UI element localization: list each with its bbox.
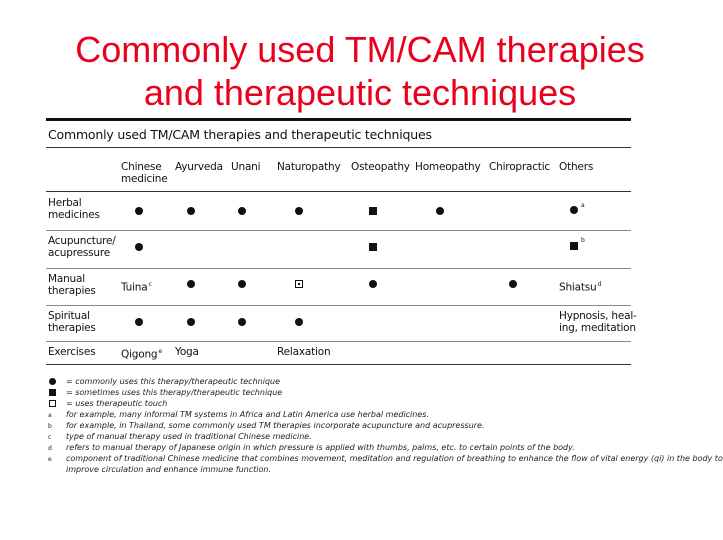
mark-manual-ayurveda-common <box>187 280 195 288</box>
row-label-herbal-line1: Herbal <box>48 197 82 209</box>
col-head-homeopathy: Homeopathy <box>415 161 481 173</box>
mark-acupuncture-osteopathy-sometimes <box>369 243 377 251</box>
row-rule-3 <box>46 305 631 306</box>
cell-exercises-naturopathy: Relaxation <box>277 346 331 358</box>
footnote-text-e-continued: improve circulation and enhance immune function. <box>66 465 271 474</box>
filled-square-icon <box>49 389 56 396</box>
legend-text-sometimes: = sometimes uses this therapy/therapeutic technique <box>66 388 283 397</box>
legend-item-touch <box>48 398 633 409</box>
row-label-herbal <box>48 197 100 221</box>
col-head-chinese-medicine <box>121 161 167 185</box>
footnote-key-a: a <box>48 412 52 419</box>
legend-text-common: = commonly uses this therapy/therapeutic technique <box>66 377 281 386</box>
row-label-spiritual-line2: therapies <box>48 322 96 334</box>
slide-title-line-2: and therapeutic techniques <box>143 72 577 113</box>
mark-herbal-chinese-common <box>135 207 143 215</box>
col-head-osteopathy: Osteopathy <box>351 161 410 173</box>
cell-manual-chinese <box>121 279 152 294</box>
header-rule <box>46 191 631 192</box>
mark-manual-osteopathy-common <box>369 280 377 288</box>
slide-title <box>0 28 720 114</box>
footnote-b <box>48 420 633 431</box>
col-head-chinese-line1: Chinese <box>121 161 162 173</box>
row-label-manual-line2: therapies <box>48 285 96 297</box>
footnote-text-c: type of manual therapy used in traditional Chinese medicine. <box>66 432 312 441</box>
col-head-ayurveda: Ayurveda <box>175 161 223 173</box>
mark-herbal-homeopathy-common <box>436 207 444 215</box>
legend <box>48 376 723 475</box>
note-ref-e: e <box>158 348 162 355</box>
row-label-herbal-line2: medicines <box>48 209 100 221</box>
footnote-e-continued <box>48 464 633 475</box>
cell-exercises-ayurveda: Yoga <box>175 346 199 358</box>
mark-spiritual-naturopathy-common <box>295 318 303 326</box>
row-rule-4 <box>46 341 631 342</box>
table-bottom-rule <box>46 364 631 365</box>
mark-herbal-osteopathy-sometimes <box>369 207 377 215</box>
mark-manual-naturopathy-touch <box>295 280 303 288</box>
footnote-text-e: component of traditional Chinese medicine that combines movement, meditation and regulation of breathing to enhance the flow of vital energy (qi) in the body to <box>66 454 723 463</box>
row-label-acupuncture <box>48 235 116 259</box>
footnote-text-a: for example, many informal TM systems in Africa and Latin America use herbal medicines. <box>66 410 429 419</box>
col-head-chiropractic: Chiropractic <box>489 161 551 173</box>
footnote-e <box>48 453 723 464</box>
note-ref-d: d <box>597 281 602 288</box>
mark-acupuncture-chinese-common <box>135 243 143 251</box>
note-ref-b: b <box>581 237 585 244</box>
row-label-exercises: Exercises <box>48 346 96 358</box>
row-label-spiritual-line1: Spiritual <box>48 310 90 322</box>
table-title-rule <box>46 147 631 148</box>
footnote-a <box>48 409 633 420</box>
footnote-key-b: b <box>48 423 52 430</box>
mark-spiritual-ayurveda-common <box>187 318 195 326</box>
mark-acupuncture-others-sometimes <box>570 242 578 250</box>
table-title: Commonly used TM/CAM therapies and therapeutic techniques <box>48 127 432 142</box>
mark-herbal-unani-common <box>238 207 246 215</box>
table-top-rule <box>46 118 631 121</box>
footnote-key-e: e <box>48 456 52 463</box>
col-head-naturopathy: Naturopathy <box>277 161 341 173</box>
mark-manual-chiropractic-common <box>509 280 517 288</box>
footnote-d <box>48 442 633 453</box>
cell-spiritual-others <box>559 310 637 334</box>
footnote-text-b: for example, in Thailand, some commonly used TM therapies incorporate acupuncture and acupressure. <box>66 421 485 430</box>
cell-spiritual-others-line2: ing, meditation <box>559 322 636 334</box>
row-label-manual <box>48 273 96 297</box>
mark-herbal-ayurveda-common <box>187 207 195 215</box>
mark-herbal-naturopathy-common <box>295 207 303 215</box>
mark-spiritual-unani-common <box>238 318 246 326</box>
row-label-acupuncture-line2: acupressure <box>48 247 111 259</box>
mark-herbal-others-common <box>570 206 578 214</box>
col-head-unani: Unani <box>231 161 261 173</box>
filled-circle-icon <box>49 378 56 385</box>
cell-manual-others <box>559 279 601 294</box>
slide-title-line-1: Commonly used TM/CAM therapies <box>75 29 645 70</box>
row-rule-2 <box>46 268 631 269</box>
note-ref-c: c <box>148 281 152 288</box>
note-ref-a: a <box>581 202 585 209</box>
footnote-text-d: refers to manual therapy of Japanese origin in which pressure is applied with thumbs, palms, etc. to certain points of the body. <box>66 443 575 452</box>
row-rule-1 <box>46 230 631 231</box>
col-head-others: Others <box>559 161 594 173</box>
cell-spiritual-others-line1: Hypnosis, heal- <box>559 310 637 322</box>
legend-item-sometimes <box>48 387 633 398</box>
legend-item-common <box>48 376 633 387</box>
cell-exercises-chinese <box>121 346 162 361</box>
cell-manual-others-text: Shiatsu <box>559 281 597 294</box>
row-label-spiritual <box>48 310 96 334</box>
row-label-acupuncture-line1: Acupuncture/ <box>48 235 116 247</box>
footnote-key-c: c <box>48 434 52 441</box>
row-label-manual-line1: Manual <box>48 273 85 285</box>
legend-text-touch: = uses therapeutic touch <box>66 399 168 408</box>
cell-exercises-chinese-text: Qigong <box>121 348 158 361</box>
mark-spiritual-chinese-common <box>135 318 143 326</box>
mark-manual-unani-common <box>238 280 246 288</box>
col-head-chinese-line2: medicine <box>121 173 168 185</box>
footnote-key-d: d <box>48 445 52 452</box>
cell-manual-chinese-text: Tuina <box>121 281 148 294</box>
outlined-square-icon <box>49 400 56 407</box>
footnote-c <box>48 431 633 442</box>
